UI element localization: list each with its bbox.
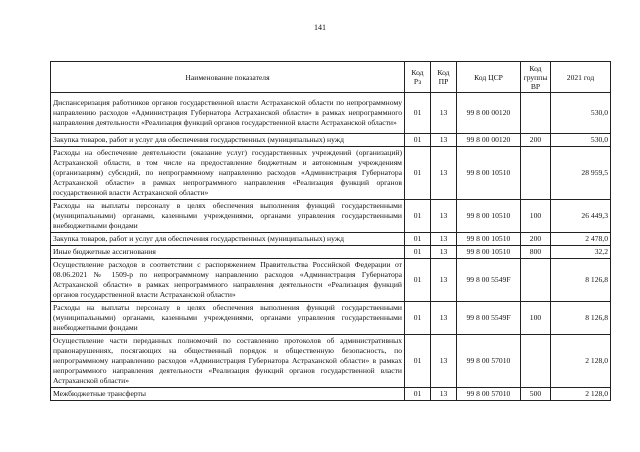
row-value-cell: 8 126,8 xyxy=(551,259,611,302)
table-row xyxy=(51,147,611,200)
row-rz-cell: 01 xyxy=(405,134,431,147)
row-rz-cell: 01 xyxy=(405,147,431,200)
header-pr: Код ПР xyxy=(431,62,457,93)
row-pr-cell: 13 xyxy=(431,335,457,388)
table-row xyxy=(51,388,611,401)
row-name-cell: Расходы на выплаты персоналу в целях обеспечения выполнения функций государственными (муниципальными) органами, казенными учреждениями, органами управления государственными внебюджетными фондами xyxy=(51,302,405,335)
header-name: Наименование показателя xyxy=(51,62,405,93)
row-csr-cell: 99 8 00 57010 xyxy=(457,388,521,401)
row-pr-cell: 13 xyxy=(431,147,457,200)
row-csr-cell: 99 8 00 5549F xyxy=(457,259,521,302)
row-rz-cell: 01 xyxy=(405,93,431,134)
row-pr-cell: 13 xyxy=(431,302,457,335)
row-vr-cell: 200 xyxy=(521,233,551,246)
row-vr-cell: 200 xyxy=(521,134,551,147)
row-name-cell: Диспансеризация работников органов государственной власти Астраханской области по непрограммному направлению расходов «Администрация Губернатора Астраханской области» в рамках непрограммного направления деятельности «Реализация функций органов государственной власти Астраханской области» xyxy=(51,93,405,134)
row-rz-cell: 01 xyxy=(405,302,431,335)
row-vr-cell xyxy=(521,259,551,302)
row-pr-cell: 13 xyxy=(431,233,457,246)
row-pr-cell: 13 xyxy=(431,134,457,147)
row-vr-cell xyxy=(521,147,551,200)
row-name-cell: Межбюджетные трансферты xyxy=(51,388,405,401)
table-row xyxy=(51,259,611,302)
row-vr-cell xyxy=(521,335,551,388)
row-rz-cell: 01 xyxy=(405,259,431,302)
row-vr-cell: 100 xyxy=(521,302,551,335)
row-name-cell: Закупка товаров, работ и услуг для обеспечения государственных (муниципальных) нужд xyxy=(51,134,405,147)
row-name-cell: Осуществление части переданных полномочий по составлению протоколов об административных правонарушениях, посягающих на общественный порядок и общественную безопасность, по непрограммному направлению расходов «Администрация Губернатора Астраханской области» в рамках непрограммного направления деятельности «Реализация функций органов государственной власти Астраханской области» xyxy=(51,335,405,388)
row-name-cell: Расходы на обеспечение деятельности (оказание услуг) государственных учреждений (организаций) Астраханской области, в том числе на предоставление бюджетным и автономным учреждениям (организациям) субсидий, по непрограммному направлению расходов «Администрация Губернатора Астраханской области» в рамках непрограммного направления «Реализация функций органов государственной власти Астраханской области» xyxy=(51,147,405,200)
row-value-cell: 26 449,3 xyxy=(551,200,611,233)
table-row xyxy=(51,233,611,246)
budget-table xyxy=(50,61,611,401)
row-rz-cell: 01 xyxy=(405,335,431,388)
row-vr-cell: 100 xyxy=(521,200,551,233)
row-csr-cell: 99 8 00 5549F xyxy=(457,302,521,335)
row-rz-cell: 01 xyxy=(405,246,431,259)
row-rz-cell: 01 xyxy=(405,388,431,401)
row-csr-cell: 99 8 00 10510 xyxy=(457,233,521,246)
page-number: 141 xyxy=(314,23,326,32)
row-pr-cell: 13 xyxy=(431,259,457,302)
row-name-cell: Расходы на выплаты персоналу в целях обеспечения выполнения функций государственными (муниципальными) органами, казенными учреждениями, органами управления государственными внебюджетными фондами xyxy=(51,200,405,233)
row-pr-cell: 13 xyxy=(431,388,457,401)
row-value-cell: 2 478,0 xyxy=(551,233,611,246)
row-csr-cell: 99 8 00 00120 xyxy=(457,93,521,134)
row-rz-cell: 01 xyxy=(405,233,431,246)
header-rz: Код Рз xyxy=(405,62,431,93)
row-vr-cell xyxy=(521,93,551,134)
header-year: 2021 год xyxy=(551,62,611,93)
header-csr: Код ЦСР xyxy=(457,62,521,93)
table-row xyxy=(51,134,611,147)
row-value-cell: 530,0 xyxy=(551,134,611,147)
table-row xyxy=(51,246,611,259)
row-value-cell: 530,0 xyxy=(551,93,611,134)
row-pr-cell: 13 xyxy=(431,246,457,259)
row-vr-cell: 500 xyxy=(521,388,551,401)
row-value-cell: 32,2 xyxy=(551,246,611,259)
table-header-row xyxy=(51,62,611,93)
table-row xyxy=(51,335,611,388)
row-csr-cell: 99 8 00 10510 xyxy=(457,147,521,200)
row-csr-cell: 99 8 00 57010 xyxy=(457,335,521,388)
row-csr-cell: 99 8 00 00120 xyxy=(457,134,521,147)
row-name-cell: Осуществление расходов в соответствии с распоряжением Правительства Российской Федерации от 08.06.2021 № 1509-р по непрограммному направлению расходов «Администрация Губернатора Астраханской области» в рамках непрограммного направления деятельности «Реализация функций органов государственной власти Астраханской области» xyxy=(51,259,405,302)
row-pr-cell: 13 xyxy=(431,93,457,134)
row-csr-cell: 99 8 00 10510 xyxy=(457,246,521,259)
row-value-cell: 2 128,0 xyxy=(551,388,611,401)
row-rz-cell: 01 xyxy=(405,200,431,233)
row-pr-cell: 13 xyxy=(431,200,457,233)
row-name-cell: Закупка товаров, работ и услуг для обеспечения государственных (муниципальных) нужд xyxy=(51,233,405,246)
row-value-cell: 28 959,5 xyxy=(551,147,611,200)
table-row xyxy=(51,200,611,233)
header-vr: Код группы ВР xyxy=(521,62,551,93)
row-value-cell: 2 128,0 xyxy=(551,335,611,388)
table-row xyxy=(51,93,611,134)
table-row xyxy=(51,302,611,335)
row-csr-cell: 99 8 00 10510 xyxy=(457,200,521,233)
row-vr-cell: 800 xyxy=(521,246,551,259)
row-name-cell: Иные бюджетные ассигнования xyxy=(51,246,405,259)
row-value-cell: 8 126,8 xyxy=(551,302,611,335)
